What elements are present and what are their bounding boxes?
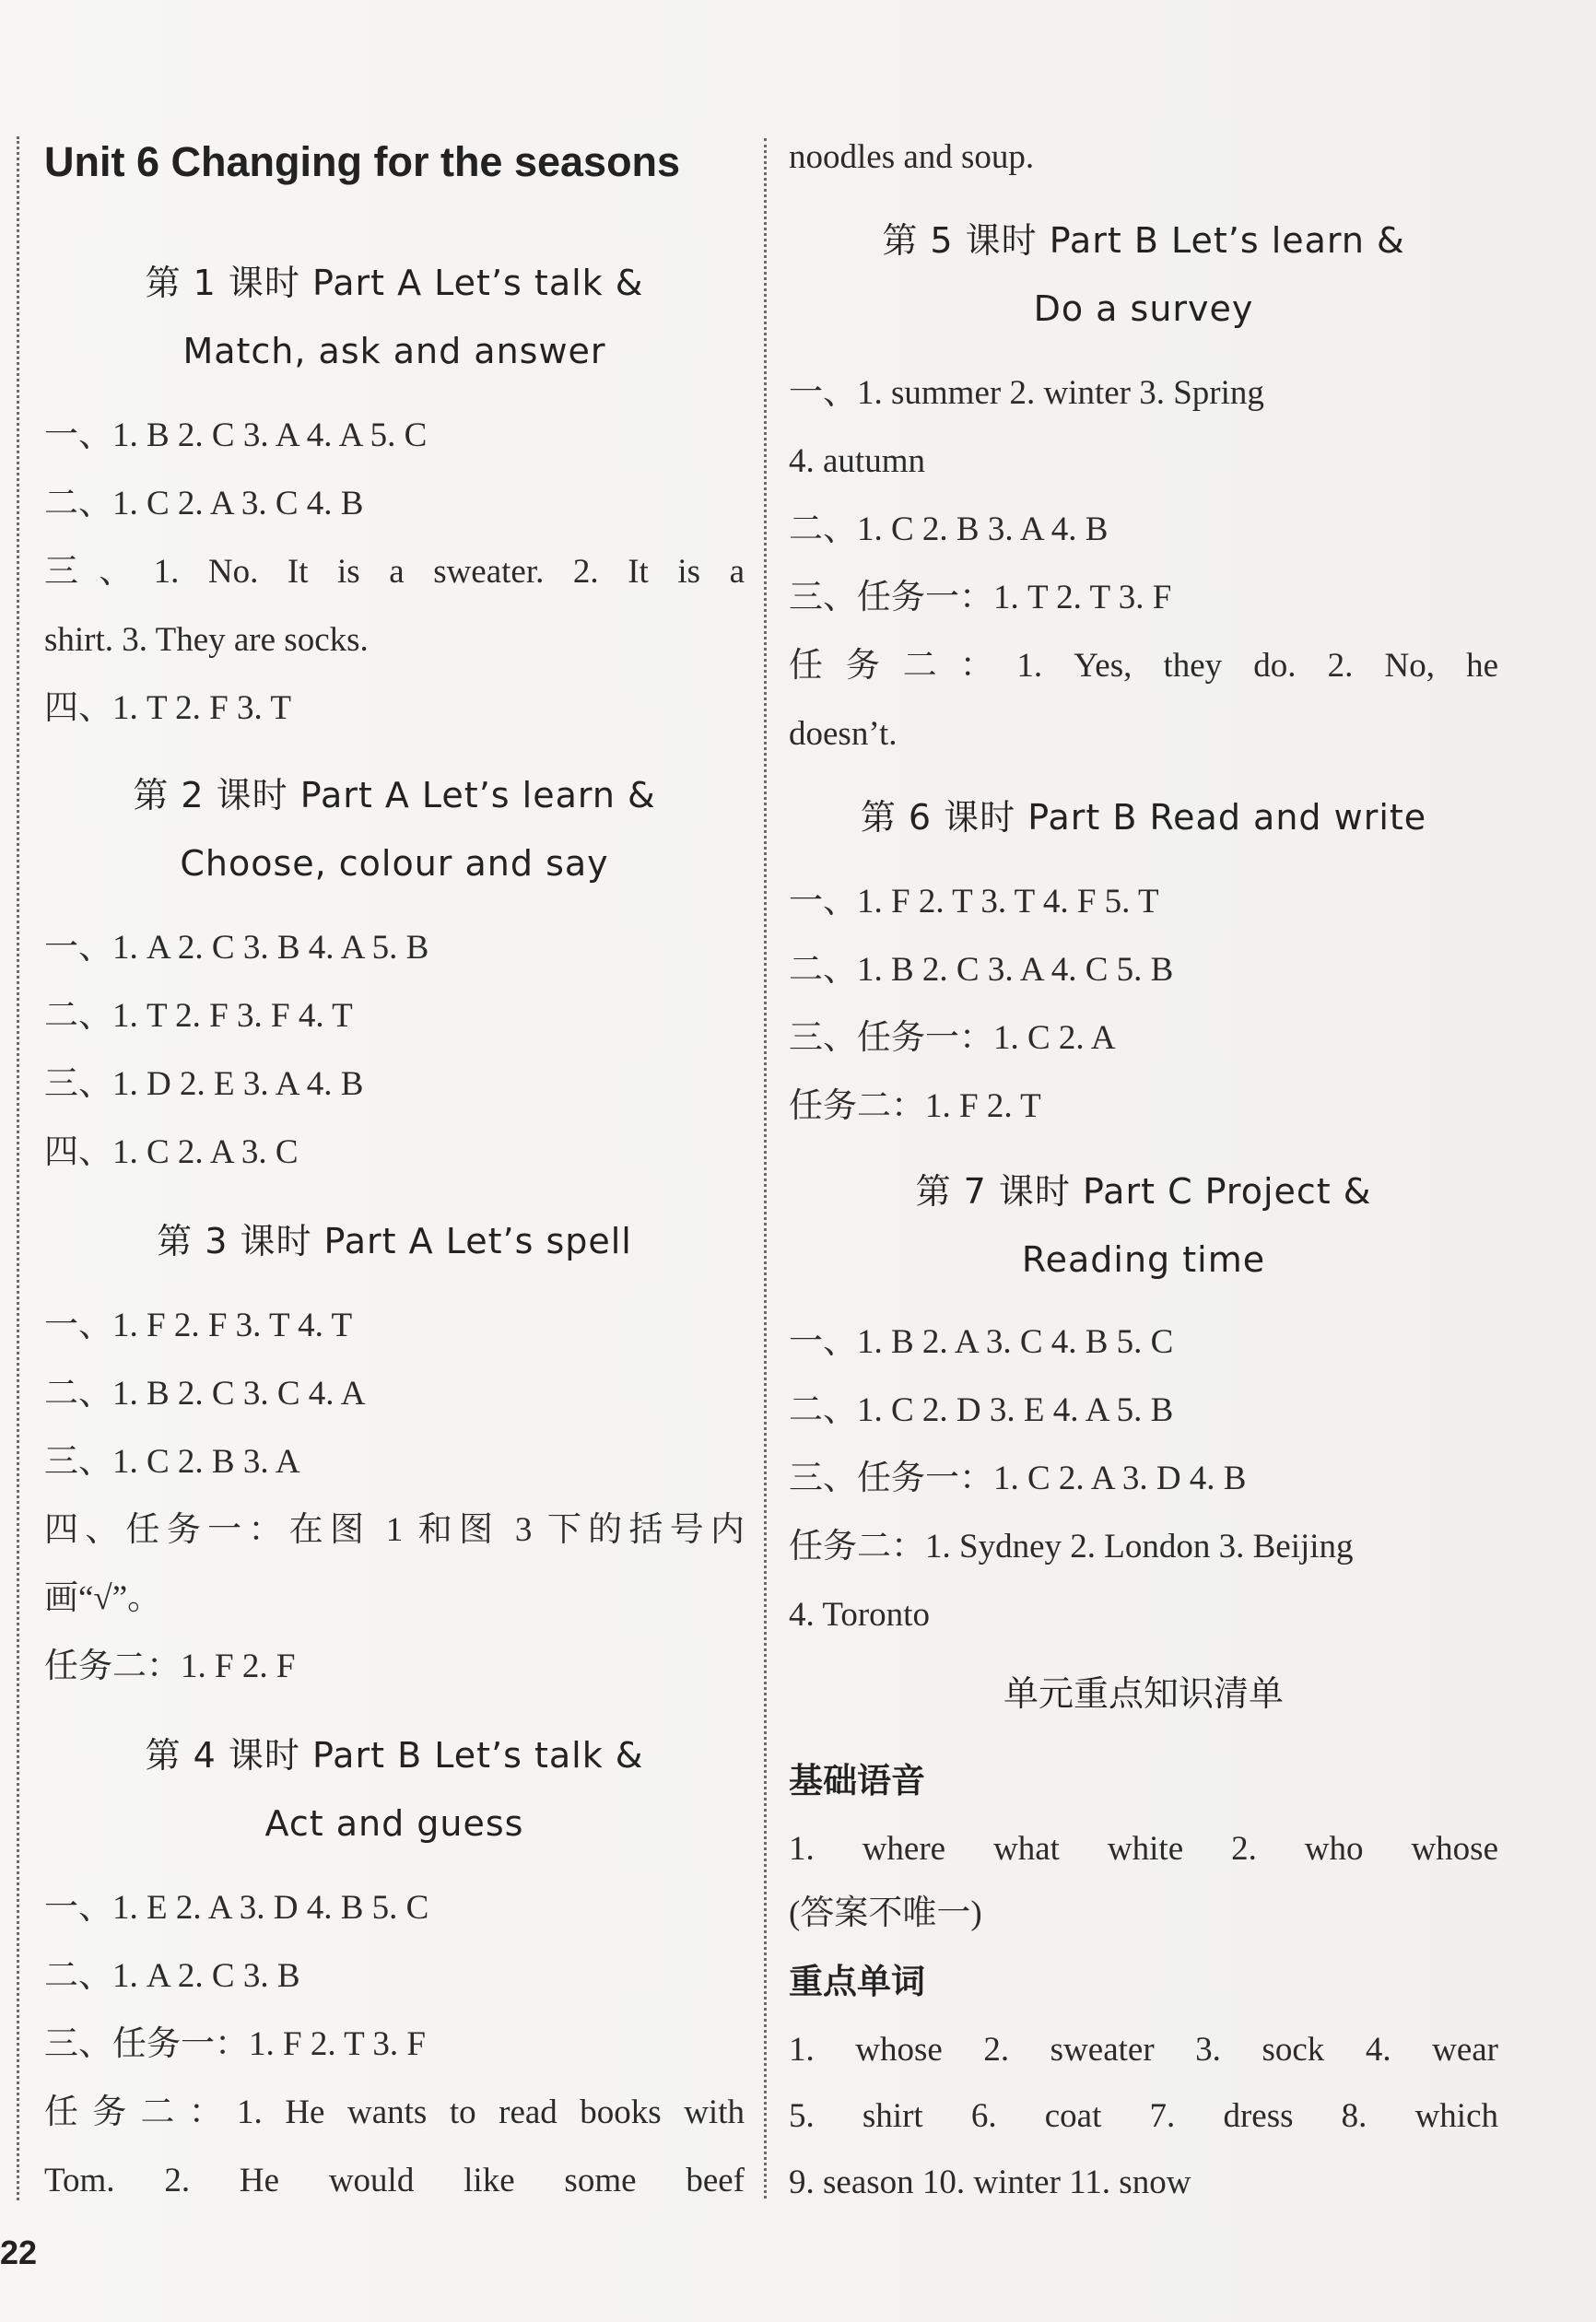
answer-line: 二、1. C 2. B 3. A 4. B xyxy=(789,510,1109,548)
answer-line: 二、1. B 2. C 3. C 4. A xyxy=(44,1375,366,1413)
answer-line: 4. Toronto xyxy=(789,1596,930,1634)
answer-line: 任务二：1. Yes, they do. 2. No, he xyxy=(789,647,1498,685)
answer-line: Tom. 2. He would like some beef xyxy=(44,2162,745,2199)
answer-line: 一、1. A 2. C 3. B 4. A 5. B xyxy=(44,929,429,967)
lesson-5-title-line2: Do a survey xyxy=(1033,288,1254,329)
answer-line: 三、1. No. It is a sweater. 2. It is a xyxy=(44,553,745,591)
phonics-heading: 基础语音 xyxy=(789,1761,925,1800)
lesson-4-title-line2: Act and guess xyxy=(264,1803,524,1844)
answer-line: 三、任务一：1. C 2. A 3. D 4. B xyxy=(789,1460,1247,1497)
answer-line: 三、1. D 2. E 3. A 4. B xyxy=(44,1065,364,1103)
answer-line: 三、任务一：1. C 2. A xyxy=(789,1019,1116,1057)
answer-line: 任务二：1. F 2. T xyxy=(789,1087,1041,1125)
answer-line: 一、1. F 2. F 3. T 4. T xyxy=(44,1307,353,1344)
answer-line: 1. where what white 2. who whose xyxy=(789,1830,1498,1868)
answer-line: doesn’t. xyxy=(789,715,898,753)
answer-line: 一、1. B 2. C 3. A 4. A 5. C xyxy=(44,416,428,454)
answer-line: 四、任务一：在图 1 和图 3 下的括号内 xyxy=(44,1511,745,1549)
answer-line: 1. whose 2. sweater 3. sock 4. wear xyxy=(789,2031,1498,2069)
page-number: 22 xyxy=(0,2234,38,2271)
lesson-7-title-line2: Reading time xyxy=(1021,1239,1266,1280)
answer-line: 任务二：1. F 2. F xyxy=(44,1648,296,1685)
summary-title: 单元重点知识清单 xyxy=(1003,1673,1284,1714)
column-divider-left xyxy=(17,136,19,2200)
answer-line: 四、1. C 2. A 3. C xyxy=(44,1133,299,1171)
answer-line: 4. autumn xyxy=(789,442,925,480)
answer-line: (答案不唯一) xyxy=(789,1894,982,1932)
lesson-3-title: 第 3 课时 Part A Let’s spell xyxy=(157,1221,632,1261)
answer-line: noodles and soup. xyxy=(789,138,1035,176)
lesson-4-title-line1: 第 4 课时 Part B Let’s talk & xyxy=(145,1735,644,1776)
answer-line: 二、1. A 2. C 3. B xyxy=(44,1957,300,1995)
lesson-1-title-line1: 第 1 课时 Part A Let’s talk & xyxy=(145,263,644,303)
lesson-2-title-line1: 第 2 课时 Part A Let’s learn & xyxy=(133,775,656,815)
lesson-5-title-line1: 第 5 课时 Part B Let’s learn & xyxy=(882,220,1405,261)
answer-line: 一、1. summer 2. winter 3. Spring xyxy=(789,374,1264,412)
column-divider-middle xyxy=(764,138,767,2199)
answer-line: 任务二：1. Sydney 2. London 3. Beijing xyxy=(789,1528,1354,1566)
answer-line: 一、1. F 2. T 3. T 4. F 5. T xyxy=(789,883,1159,921)
answer-line: 一、1. E 2. A 3. D 4. B 5. C xyxy=(44,1889,429,1927)
lesson-2-title-line2: Choose, colour and say xyxy=(180,843,609,884)
answer-line: 任务二：1. He wants to read books with xyxy=(44,2093,745,2131)
answer-line: 画“√”。 xyxy=(44,1579,162,1617)
answer-line: 三、1. C 2. B 3. A xyxy=(44,1443,300,1481)
unit-title: Unit 6 Changing for the seasons xyxy=(44,138,681,185)
answer-line: 二、1. B 2. C 3. A 4. C 5. B xyxy=(789,951,1174,989)
lesson-6-title: 第 6 课时 Part B Read and write xyxy=(860,797,1427,838)
answer-line: 二、1. T 2. F 3. F 4. T xyxy=(44,997,353,1035)
answer-line: 二、1. C 2. A 3. C 4. B xyxy=(44,485,364,522)
answer-line: shirt. 3. They are socks. xyxy=(44,621,369,659)
answer-line: 四、1. T 2. F 3. T xyxy=(44,689,291,727)
answer-line: 三、任务一：1. T 2. T 3. F xyxy=(789,579,1172,616)
answer-line: 一、1. B 2. A 3. C 4. B 5. C xyxy=(789,1323,1174,1361)
vocab-heading: 重点单词 xyxy=(789,1962,925,2001)
answer-line: 二、1. C 2. D 3. E 4. A 5. B xyxy=(789,1391,1174,1429)
lesson-1-title-line2: Match, ask and answer xyxy=(182,331,606,371)
answer-line: 5. shirt 6. coat 7. dress 8. which xyxy=(789,2097,1498,2135)
answer-line: 9. season 10. winter 11. snow xyxy=(789,2164,1191,2201)
lesson-7-title-line1: 第 7 课时 Part C Project & xyxy=(915,1171,1372,1212)
answer-line: 三、任务一：1. F 2. T 3. F xyxy=(44,2025,426,2063)
